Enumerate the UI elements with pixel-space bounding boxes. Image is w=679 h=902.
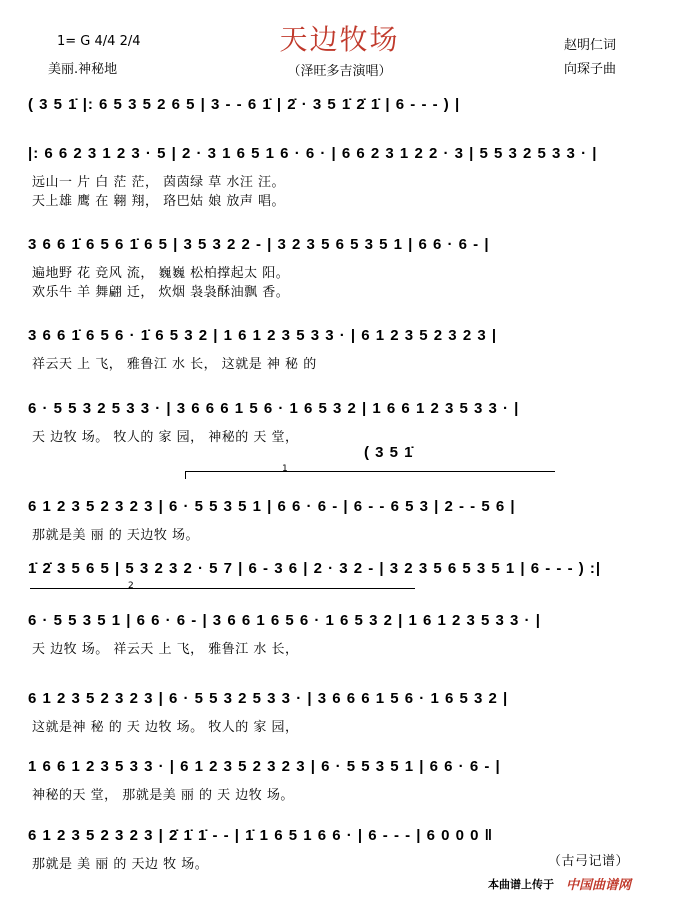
notation-row: 6 · 5 5 3 5 1 | 6 6 · 6 - | 3 6 6 1 6 5 6 · 1 6 5 3 2 | 1 6 1 2 3 5 3 3 · | bbox=[28, 612, 541, 629]
album-name: 美丽.神秘地 bbox=[48, 62, 118, 77]
notation-row: 3 6 6 1̇ 6 5 6 1̇ 6 5 | 3 5 3 2 2 - | 3 2 3 5 6 5 3 5 1 | 6 6 · 6 - | bbox=[28, 236, 490, 253]
performer-subtitle: （泽旺多吉演唱） bbox=[287, 64, 392, 79]
notation-row: 6 · 5 5 3 2 5 3 3 · | 3 6 6 6 1 5 6 · 1 6 5 3 2 | 1 6 6 1 2 3 5 3 3 · | bbox=[28, 400, 520, 417]
volta-1-number: 1 bbox=[282, 464, 288, 474]
lyric-line-2: 欢乐牛 羊 舞翩 迁， 炊烟 袅袅酥油飘 香。 bbox=[32, 285, 290, 300]
lyric-line: 天 边牧 场。 祥云天 上 飞， 雅鲁江 水 长， bbox=[32, 642, 299, 657]
lyric-line: 远山一 片 白 茫 茫， 茵茵绿 草 水汪 汪。 bbox=[32, 175, 286, 190]
time-signature: 4/4 2/4 bbox=[94, 34, 141, 49]
key-label: 1= G bbox=[57, 34, 91, 49]
lyric-line-2: 天上雄 鹰 在 翱 翔， 珞巴姑 娘 放声 唱。 bbox=[32, 194, 286, 209]
lyricist: 赵明仁词 bbox=[564, 38, 617, 53]
notation-row: 6 1 2 3 5 2 3 2 3 | 6 · 5 5 3 2 5 3 3 · | 3 6 6 6 1 5 6 · 1 6 5 3 2 | bbox=[28, 690, 509, 707]
lyric-line: 遍地野 花 竞风 流， 巍巍 松柏撑起太 阳。 bbox=[32, 266, 290, 281]
notation-row: ( 3 5 1̇ |: 6 5 3 5 2 6 5 | 3 - - 6 1̇ | 2̇ · 3 5 1̇ 2̇ 1̇ | 6 - - - ) | bbox=[28, 96, 461, 113]
notation-credit: （古弓记谱） bbox=[548, 854, 630, 869]
notation-row: 1̇ 2̇ 3 5 6 5 | 5 3 2 3 2 · 5 7 | 6 - 3 6 | 2 · 3 2 - | 3 2 3 5 6 5 3 5 1 | 6 - - - ) :| bbox=[28, 560, 602, 577]
key-signature bbox=[57, 34, 141, 49]
volta-2-number: 2 bbox=[128, 581, 134, 591]
volta-2-line bbox=[30, 588, 415, 589]
notation-row: 1 6 6 1 2 3 5 3 3 · | 6 1 2 3 5 2 3 2 3 | 6 · 5 5 3 5 1 | 6 6 · 6 - | bbox=[28, 758, 501, 775]
notation-row: 6 1 2 3 5 2 3 2 3 | 2̇ 1̇ 1̇ - - | 1̇ 1 6 5 1 6 6 · | 6 - - - | 6 0 0 0 ‖ bbox=[28, 827, 494, 844]
lyric-line: 神秘的天 堂， 那就是美 丽 的 天 边牧 场。 bbox=[32, 788, 294, 803]
prelude-bracket: ( 3 5 1̇ bbox=[364, 444, 414, 461]
site-logo[interactable]: 中国曲谱网 bbox=[566, 878, 632, 893]
composer: 向琛子曲 bbox=[564, 62, 617, 77]
notation-row: 6 1 2 3 5 2 3 2 3 | 6 · 5 5 3 5 1 | 6 6 · 6 - | 6 - - 6 5 3 | 2 - - 5 6 | bbox=[28, 498, 516, 515]
volta-1-line bbox=[185, 471, 555, 472]
lyric-line: 那就是美 丽 的 天边牧 场。 bbox=[32, 528, 200, 543]
notation-row: 3 6 6 1̇ 6 5 6 · 1̇ 6 5 3 2 | 1 6 1 2 3 5 3 3 · | 6 1 2 3 5 2 3 2 3 | bbox=[28, 327, 498, 344]
lyric-line: 那就是 美 丽 的 天边 牧 场。 bbox=[32, 857, 209, 872]
lyric-line: 祥云天 上 飞， 雅鲁江 水 长， 这就是 神 秘 的 bbox=[32, 357, 317, 372]
upload-text: 本曲谱上传于 bbox=[488, 878, 554, 891]
song-title: 天边牧场 bbox=[279, 23, 400, 56]
lyric-line: 这就是神 秘 的 天 边牧 场。 牧人的 家 园， bbox=[32, 720, 299, 735]
lyric-line: 天 边牧 场。 牧人的 家 园， 神秘的 天 堂， bbox=[32, 430, 299, 445]
volta-1-tick bbox=[185, 471, 186, 479]
notation-row: |: 6 6 2 3 1 2 3 · 5 | 2 · 3 1 6 5 1 6 · 6 · | 6 6 2 3 1 2 2 · 3 | 5 5 3 2 5 3 3 · | bbox=[28, 145, 598, 162]
